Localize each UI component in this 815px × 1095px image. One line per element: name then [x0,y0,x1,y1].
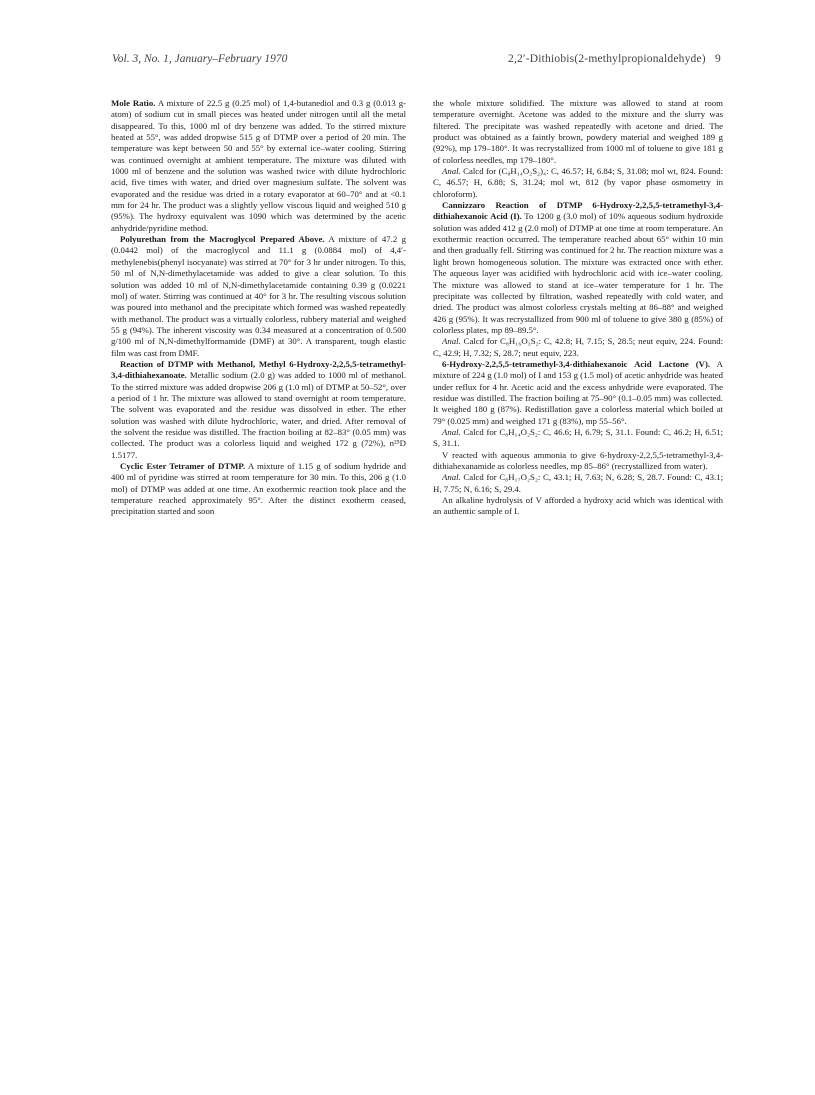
anal-label: Anal. [442,426,461,437]
journal-issue-header: Vol. 3, No. 1, January–February 1970 [112,53,288,65]
paragraph-hydrolysis: An alkaline hydrolysis of V afforded a hydroxy acid which was identical with an authentic sample of I. [433,495,723,517]
left-column [111,98,406,518]
page-number: 9 [715,53,721,65]
right-column [433,98,723,518]
section-heading: Reaction of DTMP with Methanol, Methyl 6-Hydroxy-2,2,5,5-tetramethyl-3,4-dithiahexanoate. [111,358,406,381]
section-heading: Polyurethan from the Macroglycol Prepared Above. [120,234,325,245]
paragraph-text: Calcd for (C₈H₁₄O₂S₂)₄: C, 46.57; H, 6.84; S, 31.08; mol wt, 824. Found: C, 46.57; H, 6.88; S, 31.24; mol wt, 812 (by vapor phase osmometry in chloroform). [433,166,724,199]
paragraph-text: A mixture of 47.2 g (0.0442 mol) of the macroglycol and 11.1 g (0.0884 mol) of 4,4′-methylenebis(phenyl isocyanate) was stirred at 70° for 3 hr under nitrogen. To this, 50 ml of N,N-dimethylacetamide was added to give a clear solution. To this solution was added 10 ml of N,N-dimethylacetamide containing 0.39 g (0.0221 mol) of water. Stirring was continued at 40° for 3 hr. The resulting viscous solution was poured into methanol and the precipitate which formed was washed repeatedly with methanol. The product was a virtually colorless, rubbery material and weighed 55 g (94%). The inherent viscosity was 0.34 measured at a concentration of 0.500 g/100 ml of N,N-dimethylformamide (DMF) at 30°. A transparent, tough elastic film was cast from DMF. [111,234,406,358]
running-title: 2,2′-Dithiobis(2-methylpropionaldehyde) [508,53,706,65]
paragraph-methanol-reaction [111,359,406,461]
paragraph-continuation: the whole mixture solidified. The mixture was allowed to stand at room temperature overnight. Acetone was added to the mixture and the slurry was filtered. The precipitate was washed repeatedly with acetone and dried. The product was obtained as a faintly brown, powdery material and weighed 189 g (92%), mp 179–180°. It was recrystallized from 1000 ml of toluene to give 181 g of colorless needles, mp 179–180°. [433,98,723,165]
paragraph-cannizzaro [433,200,723,336]
paragraph-mole-ratio [111,98,406,234]
paragraph-text: A mixture of 1.15 g of sodium hydride and 400 ml of pyridine was stirred at room temperature for 30 min. To this, 206 g (1.0 mol) of DTMP was added at one time. An exothermic reaction took place and the temperature reached approximately 95°. After the distinct exotherm ceased, precipitation started and soon [111,461,406,517]
paragraph-text: To 1200 g (3.0 mol) of 10% aqueous sodium hydroxide solution was added 412 g (2.0 mol) of DTMP at one time at room temperature. An exothermic reaction occurred. The temperature reached about 65° within 10 min and then gradually fell. Stirring was continued for 2 hr. The reaction mixture was a light brown homogeneous solution. The mixture was extracted once with ether. The aqueous layer was acidified with hydrochloric acid with ice–water cooling. The mixture was allowed to stand at ice–water temperature for 1 hr. The precipitate was collected by filtration, washed repeatedly with cold water, and dried. The product was almost colorless crystals melting at 86–88° and weighed 426 g (95%). It was recrystallized from 900 ml of toluene to give 380 g (85%) of colorless plates, mp 89–89.5°. [433,211,724,335]
section-heading: 6-Hydroxy-2,2,5,5-tetramethyl-3,4-dithiahexanoic Acid Lactone (V). [442,358,711,369]
paragraph-analysis [433,472,723,495]
section-heading: Cannizzaro Reaction of DTMP 6-Hydroxy-2,2,5,5-tetramethyl-3,4-dithiahexanoic Acid (I). [433,200,723,222]
anal-label: Anal. [442,336,461,347]
paragraph-cyclic-ester [111,461,406,518]
paragraph-lactone [433,359,723,427]
paragraph-text: Calcd for C₈H₁₄O₂S₂: C, 46.6; H, 6.79; S, 31.1. Found: C, 46.2; H, 6.51; S, 31.1. [433,426,724,449]
paragraph-text: A mixture of 22.5 g (0.25 mol) of 1,4-butanediol and 0.3 g (0.013 g-atom) of sodium cut in small pieces was heated under nitrogen until all the metal disappeared. To this, 1000 ml of dry benzene was added. To the stirred mixture heated at 55°, was added dropwise 515 g of DTMP over a period of 20 min. The temperature was kept between 50 and 55° by external ice–water cooling. Stirring was continued overnight at ambient temperature. The mixture was diluted with 1000 ml of benzene and the solution was washed twice with dilute hydrochloric acid, five times with water, and dried over magnesium sulfate. The solvent was evaporated and the residue was dried in a rotary evaporator at 60–70° and at <0.1 mm for 24 hr. The product was a slightly yellow viscous liquid and weighed 510 g (95%). The hydroxy equivalent was 1090 which was determined by the acetic anhydride/pyridine method. [111,98,406,233]
paragraph-text: A mixture of 224 g (1.0 mol) of I and 153 g (1.5 mol) of acetic anhydride was heated under reflux for 4 hr. Acetic acid and the excess anhydride were evaporated. The residue was distilled. The fraction boiling at 75–90° (0.1–0.05 mm) was collected. It weighed 180 g (87%). Redistillation gave a colorless material which boiled at 79° (0.025 mm) and weighed 171 g (83%), mp 55–56°. [433,358,723,426]
anal-label: Anal. [442,166,461,177]
paragraph-text: Calcd for C₈H₁₇O₂S₂: C, 43.1; H, 7.63; N, 6.28; S, 28.7. Found: C, 43.1; H, 7.75; N, 6.16; S, 29.4. [433,472,724,494]
paragraph-text: Metallic sodium (2.0 g) was added to 1000 ml of methanol. To the stirred mixture was added dropwise 206 g (1.0 ml) of DTMP at 50–52°, over a period of 1 hr. The mixture was allowed to stand overnight at room temperature. The solvent was evaporated and the residue was dissolved in ether. The ether solution was washed with dilute hydrochloric, water, and dried. After removal of the solvent the residue was distilled. The fraction boiling at 82–83° (0.05 mm) was collected. The product was a colorless liquid and weighed 172 g (72%), n²⁵D 1.5177. [111,370,406,460]
anal-label: Anal. [442,472,461,483]
paragraph-text: Calcd for C₈H₁₆O₃S₂: C, 42.8; H, 7.15; S, 28.5; neut equiv, 224. Found: C, 42.9; H, 7.32; S, 28.7; neut equiv, 223. [433,336,724,358]
paragraph-analysis [433,427,723,450]
section-heading: Mole Ratio. [111,98,156,108]
paragraph-ammonia: V reacted with aqueous ammonia to give 6-hydroxy-2,2,5,5-tetramethyl-3,4-dithiahexanamide as colorless needles, mp 85–86° (recrystallized from water). [433,449,723,471]
running-title-header [508,53,721,65]
section-heading: Cyclic Ester Tetramer of DTMP. [120,461,246,471]
paragraph-analysis [433,166,723,200]
paragraph-analysis [433,336,723,359]
paragraph-polyurethan [111,234,406,359]
